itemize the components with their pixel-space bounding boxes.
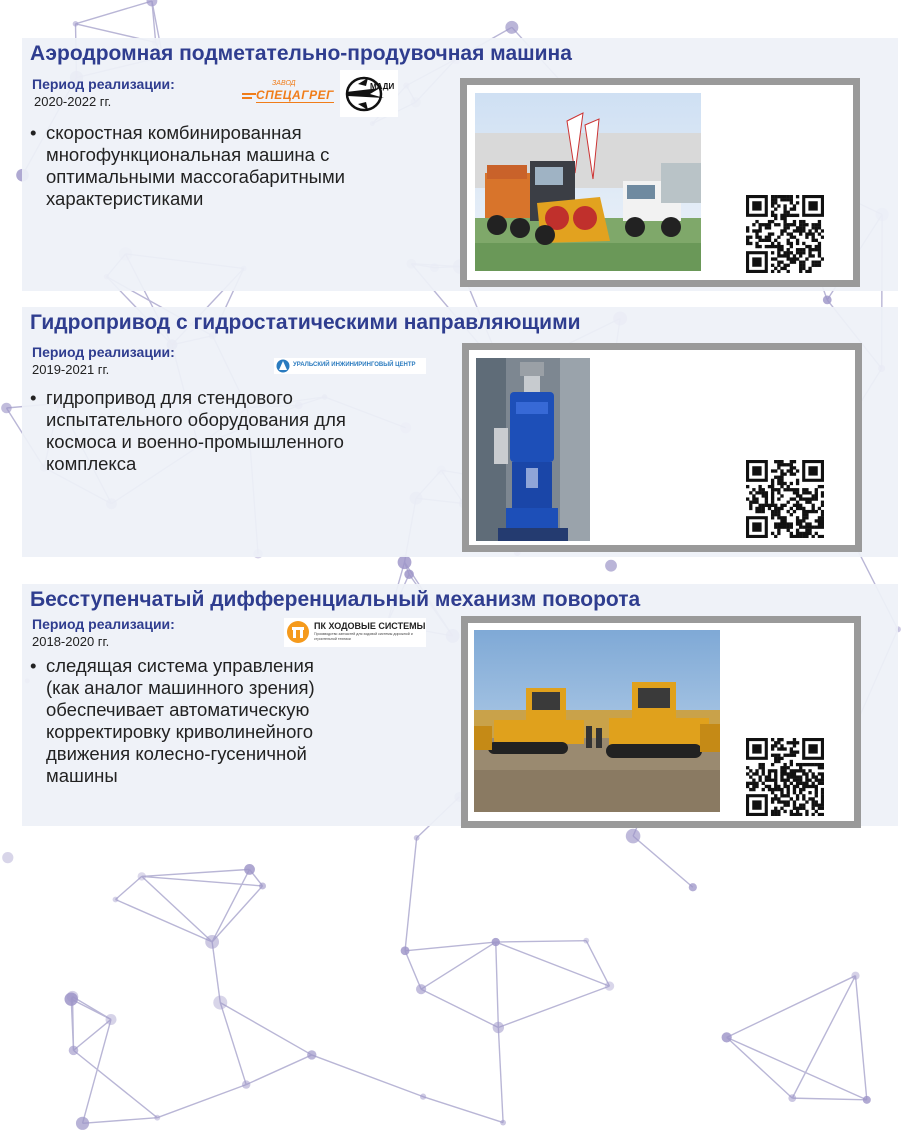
- network-node: [416, 984, 426, 994]
- project-description: • гидропривод для стендового испытательного оборудования для космоса и военно-промышленного комплекса: [30, 387, 346, 475]
- network-node: [414, 835, 420, 841]
- network-line: [212, 942, 220, 1003]
- bulldozers-photo: [474, 630, 720, 812]
- network-node: [69, 1046, 79, 1056]
- network-line: [586, 941, 609, 986]
- network-line: [74, 1019, 112, 1050]
- project-title: Бесступенчатый дифференциальный механизм поворота: [30, 588, 641, 611]
- network-line: [312, 1055, 423, 1097]
- network-line: [115, 900, 212, 942]
- qr-code: [746, 460, 824, 538]
- network-line: [421, 989, 498, 1027]
- network-node: [851, 972, 859, 980]
- network-node: [76, 1117, 89, 1130]
- pk-khodovye-sistemy-logo: ПК ХОДОВЫЕ СИСТЕМЫ Производство запчастей для ходовой системы дорожной и строительной техники: [284, 618, 426, 647]
- network-node: [722, 1032, 732, 1042]
- network-node: [147, 0, 158, 6]
- network-node: [244, 864, 255, 875]
- zavod-spetsagregat-logo: ЗАВОД СПЕЦАГРЕГ: [242, 81, 334, 105]
- airfield-sweeper-trucks-photo: [475, 93, 701, 271]
- network-node: [113, 897, 119, 903]
- project-card-airfield-sweeper: [22, 38, 898, 291]
- period-value: 2019-2021 гг.: [32, 362, 110, 377]
- project-description: • скоростная комбинированная многофункциональная машина с оптимальными массогабаритными характеристиками: [30, 122, 345, 210]
- network-node: [259, 882, 266, 889]
- network-line: [633, 836, 693, 887]
- qr-code: [746, 738, 824, 816]
- network-node: [73, 21, 79, 27]
- hydraulic-actuator-photo: [476, 358, 590, 541]
- network-node: [493, 1022, 504, 1033]
- project-title: Аэродромная подметательно-продувочная машина: [30, 42, 572, 65]
- network-node: [505, 21, 518, 34]
- network-line: [727, 1037, 793, 1098]
- network-node: [788, 1094, 796, 1102]
- network-node: [154, 1115, 160, 1121]
- network-line: [76, 1, 152, 24]
- qr-code: [746, 195, 824, 273]
- network-node: [626, 829, 641, 844]
- network-node: [106, 1014, 117, 1025]
- network-line: [792, 1098, 867, 1100]
- network-line: [115, 876, 141, 899]
- network-node: [242, 1080, 250, 1088]
- network-line: [142, 876, 212, 941]
- network-node: [605, 981, 614, 990]
- network-node: [205, 935, 219, 949]
- network-node: [404, 569, 414, 579]
- period-label: Период реализации:: [32, 344, 175, 360]
- network-line: [157, 1085, 246, 1118]
- network-node: [500, 1120, 506, 1126]
- period-label: Период реализации:: [32, 616, 175, 632]
- network-node: [605, 560, 617, 572]
- network-line: [246, 1055, 312, 1085]
- network-line: [421, 942, 496, 989]
- network-node: [823, 296, 832, 305]
- network-line: [405, 942, 496, 951]
- network-node: [307, 1050, 316, 1059]
- network-node: [689, 883, 697, 891]
- network-line: [83, 1019, 111, 1123]
- network-node: [401, 946, 410, 955]
- network-node: [2, 852, 13, 863]
- network-line: [727, 976, 856, 1038]
- network-line: [405, 951, 421, 989]
- network-line: [71, 999, 111, 1019]
- network-line: [83, 1118, 158, 1124]
- network-line: [498, 986, 609, 1027]
- network-node: [398, 555, 412, 569]
- network-node: [863, 1096, 871, 1104]
- network-node: [1, 403, 12, 414]
- network-node: [492, 938, 500, 946]
- network-node: [583, 938, 589, 944]
- network-line: [142, 869, 250, 876]
- network-line: [74, 1050, 158, 1117]
- network-line: [496, 941, 587, 942]
- network-line: [496, 942, 610, 986]
- period-label: Период реализации:: [32, 76, 175, 92]
- network-line: [405, 838, 417, 951]
- ural-engineering-center-logo: УРАЛЬСКИЙ ИНЖИНИРИНГОВЫЙ ЦЕНТР: [274, 358, 426, 374]
- network-line: [498, 1027, 503, 1122]
- project-title: Гидропривод с гидростатическими направляющими: [30, 311, 581, 334]
- network-node: [213, 996, 227, 1010]
- project-card-differential-turning-mechanism: [22, 584, 898, 826]
- network-node: [420, 1094, 426, 1100]
- network-node: [65, 992, 78, 1005]
- project-card-hydraulic-drive: [22, 307, 898, 557]
- network-line: [496, 942, 499, 1027]
- period-value: 2020-2022 гг.: [34, 94, 112, 109]
- network-line: [792, 976, 855, 1098]
- madi-logo: МАДИ: [340, 70, 398, 117]
- project-description: • следящая система управления (как аналог машинного зрения) обеспечивает автоматическую корректировку криволинейного движения колесно-гусеничной машины: [30, 655, 315, 787]
- network-node: [138, 872, 146, 880]
- network-line: [423, 1097, 503, 1123]
- network-line: [855, 976, 866, 1100]
- period-value: 2018-2020 гг.: [32, 634, 110, 649]
